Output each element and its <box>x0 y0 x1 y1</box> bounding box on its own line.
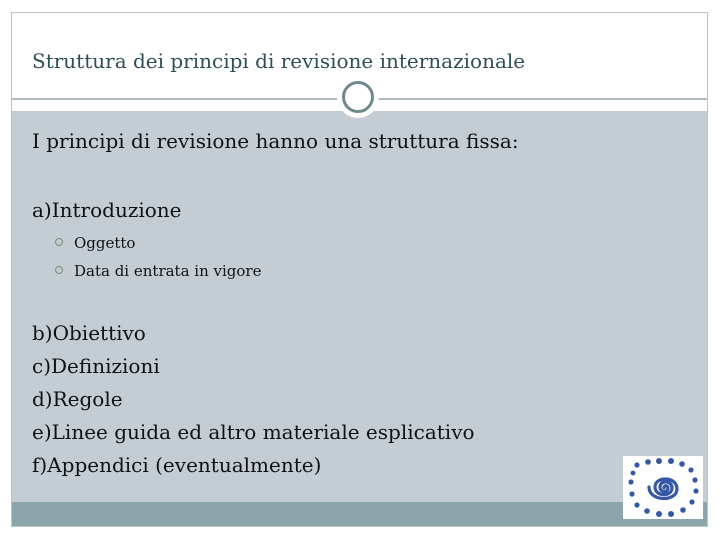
circle-bullet-icon <box>55 238 63 246</box>
slide-title: Struttura dei principi di revisione internazionale <box>32 49 526 73</box>
sub-list <box>32 229 692 285</box>
intro-text: I principi di revisione hanno una struttura fissa: <box>32 129 519 153</box>
item-list <box>32 317 692 482</box>
circle-bullet-icon <box>55 266 63 274</box>
sub-list-item <box>32 257 692 285</box>
list-item: f)Appendici (eventualmente) <box>32 453 322 477</box>
list-item-introduzione: a)Introduzione <box>32 198 182 222</box>
sub-item-label: Data di entrata in vigore <box>74 262 262 280</box>
list-item: c)Definizioni <box>32 354 160 378</box>
list-item: d)Regole <box>32 387 123 411</box>
spiral-logo-icon <box>623 456 703 519</box>
bottom-band <box>12 502 707 526</box>
content-text <box>32 128 692 482</box>
ring-icon <box>339 78 377 116</box>
sub-list-item <box>32 229 692 257</box>
list-item: b)Obiettivo <box>32 321 146 345</box>
list-item: e)Linee guida ed altro materiale esplicativo <box>32 420 475 444</box>
sub-item-label: Oggetto <box>74 234 136 252</box>
